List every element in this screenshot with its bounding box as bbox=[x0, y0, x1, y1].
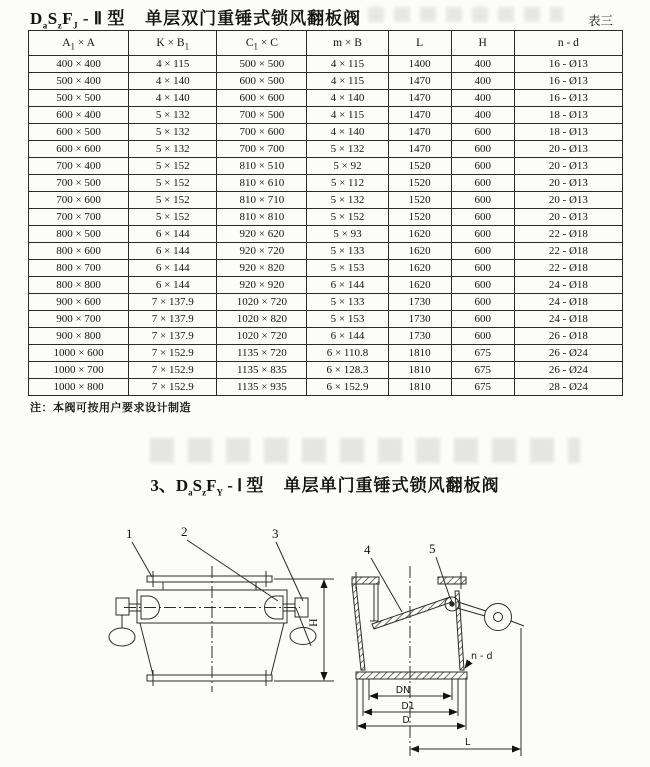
table-cell: 600 × 400 bbox=[29, 107, 129, 124]
table-cell: 700 × 600 bbox=[29, 192, 129, 209]
model-subscript: z bbox=[202, 487, 207, 498]
table-cell: 600 bbox=[451, 124, 514, 141]
table-cell: 1470 bbox=[388, 90, 451, 107]
table-cell: 1620 bbox=[388, 243, 451, 260]
column-header: $A_1 \times A$ bbox=[29, 31, 129, 56]
table-cell: 800 × 600 bbox=[29, 243, 129, 260]
table-cell: 6 × 144 bbox=[307, 328, 388, 345]
table-cell: 16 - Ø13 bbox=[514, 90, 622, 107]
table-cell: 5 × 152 bbox=[307, 209, 388, 226]
table-cell: 5 × 132 bbox=[129, 107, 217, 124]
table-cell: 920 × 720 bbox=[217, 243, 307, 260]
model-letter: D bbox=[30, 9, 43, 28]
table-cell: 1730 bbox=[388, 311, 451, 328]
table-cell: 600 × 500 bbox=[217, 73, 307, 90]
table-cell: 675 bbox=[451, 379, 514, 396]
table-cell: 600 bbox=[451, 226, 514, 243]
table-cell: 1730 bbox=[388, 294, 451, 311]
bottom-flange bbox=[147, 670, 272, 686]
table-row bbox=[29, 107, 623, 124]
table-row bbox=[29, 362, 623, 379]
table-cell: 4 × 115 bbox=[307, 73, 388, 90]
table-cell: 1620 bbox=[388, 260, 451, 277]
model-type: - Ⅱ 型 bbox=[82, 9, 125, 28]
table-cell: 500 × 400 bbox=[29, 73, 129, 90]
spec-table-body bbox=[29, 56, 623, 396]
model-subscript: z bbox=[57, 20, 63, 31]
table-cell: 700 × 500 bbox=[29, 175, 129, 192]
bolt-holes-annotation bbox=[465, 651, 493, 668]
table-cell: 900 × 700 bbox=[29, 311, 129, 328]
table-cell: 1020 × 720 bbox=[217, 294, 307, 311]
column-header: $C_1 \times C$ bbox=[217, 31, 307, 56]
table-cell: 24 - Ø18 bbox=[514, 277, 622, 294]
spec-table-header-row bbox=[29, 31, 623, 56]
table-cell: 400 bbox=[451, 56, 514, 73]
flap-door bbox=[372, 597, 452, 629]
table-cell: 26 - Ø24 bbox=[514, 362, 622, 379]
table-row bbox=[29, 192, 623, 209]
table-cell: 1135 × 720 bbox=[217, 345, 307, 362]
table-cell: 1810 bbox=[388, 345, 451, 362]
table-cell: 800 × 800 bbox=[29, 277, 129, 294]
table-cell: 810 × 810 bbox=[217, 209, 307, 226]
table-row bbox=[29, 90, 623, 107]
bleed-through-artifact bbox=[150, 438, 580, 463]
table-cell: 7 × 137.9 bbox=[129, 294, 217, 311]
valve-model-code bbox=[175, 476, 264, 498]
table-cell: 600 bbox=[451, 158, 514, 175]
table-cell: 4 × 115 bbox=[129, 56, 217, 73]
table-cell: 920 × 820 bbox=[217, 260, 307, 277]
column-header: H bbox=[451, 31, 514, 56]
table-cell: 1135 × 835 bbox=[217, 362, 307, 379]
table-cell: 1020 × 720 bbox=[217, 328, 307, 345]
callout-5-label: 5 bbox=[429, 541, 436, 556]
table-number-label: 表三 bbox=[588, 14, 614, 28]
table-cell: 6 × 144 bbox=[129, 243, 217, 260]
table-cell: 16 - Ø13 bbox=[514, 56, 622, 73]
table-cell: 20 - Ø13 bbox=[514, 192, 622, 209]
table-cell: 920 × 620 bbox=[217, 226, 307, 243]
table-cell: 5 × 132 bbox=[307, 141, 388, 158]
column-header: n - d bbox=[514, 31, 622, 56]
table-cell: 600 bbox=[451, 192, 514, 209]
table-row bbox=[29, 345, 623, 362]
table-row bbox=[29, 124, 623, 141]
table-cell: 600 × 600 bbox=[217, 90, 307, 107]
dimension-H bbox=[274, 579, 334, 681]
table-cell: 5 × 152 bbox=[129, 175, 217, 192]
technical-drawing bbox=[0, 500, 650, 767]
table-cell: 600 bbox=[451, 311, 514, 328]
table-cell: 600 × 600 bbox=[29, 141, 129, 158]
table-row bbox=[29, 294, 623, 311]
dimension-table bbox=[28, 30, 623, 396]
table-cell: 5 × 153 bbox=[307, 311, 388, 328]
table-cell: 5 × 133 bbox=[307, 243, 388, 260]
table-cell: 1400 bbox=[388, 56, 451, 73]
table-cell: 700 × 700 bbox=[217, 141, 307, 158]
table-cell: 600 bbox=[451, 260, 514, 277]
column-header: m × B bbox=[307, 31, 388, 56]
model-letter: F bbox=[62, 9, 74, 28]
table-cell: 800 × 500 bbox=[29, 226, 129, 243]
table-cell: 4 × 140 bbox=[307, 124, 388, 141]
left-wall-section bbox=[352, 584, 365, 670]
table-cell: 4 × 140 bbox=[307, 90, 388, 107]
table-cell: 920 × 920 bbox=[217, 277, 307, 294]
table-cell: 28 - Ø24 bbox=[514, 379, 622, 396]
model-letter: F bbox=[206, 476, 217, 495]
table-cell: 6 × 110.8 bbox=[307, 345, 388, 362]
table-cell: 6 × 144 bbox=[129, 277, 217, 294]
table-cell: 1620 bbox=[388, 226, 451, 243]
table-cell: 24 - Ø18 bbox=[514, 311, 622, 328]
table-cell: 700 × 700 bbox=[29, 209, 129, 226]
table-cell: 400 bbox=[451, 107, 514, 124]
callout-2-label: 2 bbox=[181, 524, 188, 539]
column-header: $K \times B_1$ bbox=[129, 31, 217, 56]
table-cell: 1470 bbox=[388, 107, 451, 124]
table-cell: 1520 bbox=[388, 209, 451, 226]
table-cell: 600 bbox=[451, 294, 514, 311]
table-cell: 700 × 600 bbox=[217, 124, 307, 141]
table-cell: 400 bbox=[451, 90, 514, 107]
table-cell: 1470 bbox=[388, 141, 451, 158]
table-cell: 6 × 152.9 bbox=[307, 379, 388, 396]
table-cell: 600 bbox=[451, 141, 514, 158]
table-row bbox=[29, 328, 623, 345]
table-cell: 675 bbox=[451, 362, 514, 379]
section-number: 3、 bbox=[150, 476, 176, 495]
table-cell: 600 bbox=[451, 209, 514, 226]
valve-model-code bbox=[30, 9, 125, 31]
table-cell: 6 × 144 bbox=[307, 277, 388, 294]
table-row bbox=[29, 226, 623, 243]
table-cell: 5 × 93 bbox=[307, 226, 388, 243]
table-cell: 400 bbox=[451, 73, 514, 90]
dimension-D1-label: D1 bbox=[401, 701, 415, 712]
dimension-D-label: D bbox=[402, 715, 410, 726]
table-cell: 5 × 152 bbox=[129, 158, 217, 175]
table-cell: 20 - Ø13 bbox=[514, 175, 622, 192]
table-cell: 7 × 137.9 bbox=[129, 311, 217, 328]
table-row bbox=[29, 56, 623, 73]
table-cell: 20 - Ø13 bbox=[514, 209, 622, 226]
bleed-through-artifact bbox=[368, 7, 563, 22]
table-row bbox=[29, 260, 623, 277]
table-cell: 4 × 140 bbox=[129, 73, 217, 90]
dimension-L-label: L bbox=[465, 737, 471, 748]
bottom-flange-section bbox=[356, 672, 467, 679]
table-cell: 1810 bbox=[388, 362, 451, 379]
table-cell: 5 × 133 bbox=[307, 294, 388, 311]
table-cell: 1520 bbox=[388, 158, 451, 175]
table-cell: 1135 × 935 bbox=[217, 379, 307, 396]
callout-4-label: 4 bbox=[364, 542, 371, 557]
table-cell: 900 × 800 bbox=[29, 328, 129, 345]
table-cell: 6 × 144 bbox=[129, 226, 217, 243]
table-cell: 1470 bbox=[388, 124, 451, 141]
callout-leader-lines bbox=[132, 540, 303, 601]
left-counterweight bbox=[109, 628, 135, 646]
table-cell: 500 × 500 bbox=[29, 90, 129, 107]
page-title bbox=[30, 4, 361, 29]
table-cell: 600 bbox=[451, 328, 514, 345]
table-cell: 1000 × 600 bbox=[29, 345, 129, 362]
table-note: 注：本阀可按用户要求设计制造 bbox=[30, 402, 191, 414]
table-cell: 5 × 132 bbox=[129, 141, 217, 158]
table-cell: 900 × 600 bbox=[29, 294, 129, 311]
valve-name: 单层单门重锤式锁风翻板阀 bbox=[283, 476, 500, 495]
table-cell: 1520 bbox=[388, 192, 451, 209]
inlet-duct bbox=[370, 584, 378, 621]
table-cell: 700 × 500 bbox=[217, 107, 307, 124]
left-shaft-assembly bbox=[109, 598, 141, 646]
table-cell: 1000 × 800 bbox=[29, 379, 129, 396]
table-row bbox=[29, 175, 623, 192]
table-cell: 5 × 152 bbox=[129, 192, 217, 209]
table-cell: 4 × 140 bbox=[129, 90, 217, 107]
table-cell: 24 - Ø18 bbox=[514, 294, 622, 311]
callout-1-label: 1 bbox=[126, 526, 133, 541]
model-letter: S bbox=[192, 476, 203, 495]
table-cell: 1810 bbox=[388, 379, 451, 396]
model-letter: S bbox=[47, 9, 58, 28]
model-subscript: a bbox=[42, 20, 48, 31]
table-cell: 600 × 500 bbox=[29, 124, 129, 141]
dimension-DN-label: DN bbox=[395, 685, 411, 696]
table-cell: 5 × 112 bbox=[307, 175, 388, 192]
table-cell: 6 × 144 bbox=[129, 260, 217, 277]
table-cell: 5 × 92 bbox=[307, 158, 388, 175]
table-cell: 26 - Ø24 bbox=[514, 345, 622, 362]
valve-name: 单层双门重锤式锁风翻板阀 bbox=[145, 9, 362, 28]
right-counterweight bbox=[290, 628, 316, 645]
model-subscript: Y bbox=[216, 487, 223, 498]
dimension-H-label: H bbox=[306, 618, 320, 627]
figure-front-view bbox=[109, 524, 334, 692]
table-row bbox=[29, 311, 623, 328]
table-cell: 675 bbox=[451, 345, 514, 362]
model-letter: D bbox=[175, 476, 189, 495]
column-header: L bbox=[388, 31, 451, 56]
table-cell: 500 × 500 bbox=[217, 56, 307, 73]
table-cell: 5 × 153 bbox=[307, 260, 388, 277]
table-cell: 810 × 610 bbox=[217, 175, 307, 192]
table-cell: 1620 bbox=[388, 277, 451, 294]
table-cell: 400 × 400 bbox=[29, 56, 129, 73]
table-cell: 600 bbox=[451, 175, 514, 192]
table-cell: 18 - Ø13 bbox=[514, 124, 622, 141]
table-cell: 4 × 115 bbox=[307, 56, 388, 73]
table-cell: 1470 bbox=[388, 73, 451, 90]
table-cell: 600 bbox=[451, 277, 514, 294]
table-cell: 16 - Ø13 bbox=[514, 73, 622, 90]
table-row bbox=[29, 141, 623, 158]
figure-section-view bbox=[352, 541, 524, 756]
table-cell: 4 × 115 bbox=[307, 107, 388, 124]
table-row bbox=[29, 158, 623, 175]
table-cell: 22 - Ø18 bbox=[514, 226, 622, 243]
dimension-D bbox=[358, 715, 465, 726]
callout-3-label: 3 bbox=[272, 526, 279, 541]
table-cell: 26 - Ø18 bbox=[514, 328, 622, 345]
model-subscript: J bbox=[73, 20, 79, 31]
table-cell: 5 × 132 bbox=[129, 124, 217, 141]
table-cell: 1730 bbox=[388, 328, 451, 345]
table-row bbox=[29, 209, 623, 226]
counterweight-lever bbox=[457, 602, 524, 631]
table-cell: 22 - Ø18 bbox=[514, 243, 622, 260]
table-cell: 810 × 710 bbox=[217, 192, 307, 209]
table-row bbox=[29, 379, 623, 396]
model-subscript: a bbox=[188, 487, 193, 498]
table-cell: 1000 × 700 bbox=[29, 362, 129, 379]
table-cell: 7 × 152.9 bbox=[129, 345, 217, 362]
table-row bbox=[29, 73, 623, 90]
table-cell: 7 × 152.9 bbox=[129, 362, 217, 379]
table-cell: 20 - Ø13 bbox=[514, 158, 622, 175]
table-cell: 5 × 152 bbox=[129, 209, 217, 226]
top-flange bbox=[147, 571, 272, 590]
table-row bbox=[29, 277, 623, 294]
table-cell: 800 × 700 bbox=[29, 260, 129, 277]
table-cell: 6 × 128.3 bbox=[307, 362, 388, 379]
table-cell: 1020 × 820 bbox=[217, 311, 307, 328]
table-cell: 5 × 132 bbox=[307, 192, 388, 209]
table-cell: 18 - Ø13 bbox=[514, 107, 622, 124]
model-type: - Ⅰ 型 bbox=[227, 476, 264, 495]
table-cell: 810 × 510 bbox=[217, 158, 307, 175]
table-row bbox=[29, 243, 623, 260]
table-cell: 1520 bbox=[388, 175, 451, 192]
table-cell: 700 × 400 bbox=[29, 158, 129, 175]
section-title bbox=[0, 471, 650, 496]
top-flange-section bbox=[352, 572, 466, 589]
bolt-holes-label: n - d bbox=[471, 651, 493, 662]
table-cell: 7 × 137.9 bbox=[129, 328, 217, 345]
table-cell: 22 - Ø18 bbox=[514, 260, 622, 277]
table-cell: 7 × 152.9 bbox=[129, 379, 217, 396]
table-cell: 20 - Ø13 bbox=[514, 141, 622, 158]
counterweight-ball bbox=[485, 604, 512, 631]
table-cell: 600 bbox=[451, 243, 514, 260]
